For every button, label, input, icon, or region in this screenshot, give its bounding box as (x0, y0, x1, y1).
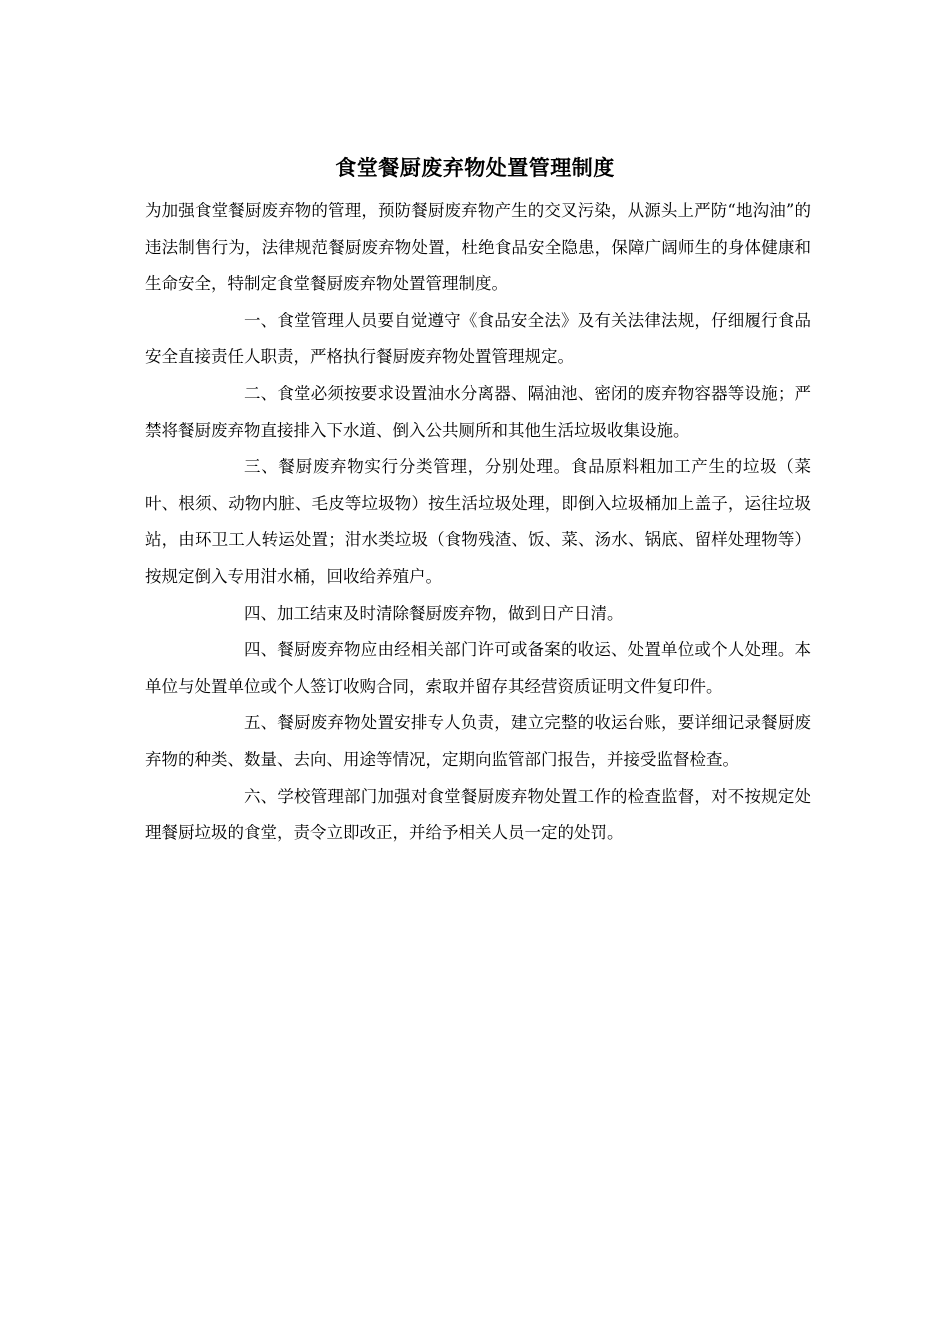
clause-paragraph: 一、食堂管理人员要自觉遵守《食品安全法》及有关法律法规，仔细履行食品安全直接责任人职责，严格执行餐厨废弃物处置管理规定。 (145, 310, 811, 367)
document-body (145, 193, 811, 852)
clause-paragraph: 三、餐厨废弃物实行分类管理，分别处理。食品原料粗加工产生的垃圾（菜叶、根须、动物内脏、毛皮等垃圾物）按生活垃圾处理，即倒入垃圾桶加上盖子，运往垃圾站，由环卫工人转运处置；泔水类垃圾（食物残渣、饭、菜、汤水、锅底、留样处理物等）按规定倒入专用泔水桶，回收给养殖户。 (145, 457, 811, 586)
clause-paragraph: 四、餐厨废弃物应由经相关部门许可或备案的收运、处置单位或个人处理。本单位与处置单位或个人签订收购合同，索取并留存其经营资质证明文件复印件。 (145, 640, 811, 696)
clause-paragraph: 五、餐厨废弃物处置安排专人负责，建立完整的收运台账，要详细记录餐厨废弃物的种类、数量、去向、用途等情况，定期向监管部门报告，并接受监督检查。 (145, 713, 811, 769)
clause-paragraph: 四、加工结束及时清除餐厨废弃物，做到日产日清。 (244, 603, 624, 623)
clause-paragraph: 六、学校管理部门加强对食堂餐厨废弃物处置工作的检查监督，对不按规定处理餐厨垃圾的食堂，责令立即改正，并给予相关人员一定的处罚。 (145, 786, 811, 843)
clause-paragraph: 二、食堂必须按要求设置油水分离器、隔油池、密闭的废弃物容器等设施；严禁将餐厨废弃物直接排入下水道、倒入公共厕所和其他生活垃圾收集设施。 (145, 383, 811, 440)
intro-paragraph: 为加强食堂餐厨废弃物的管理，预防餐厨废弃物产生的交叉污染，从源头上严防“地沟油”的违法制售行为，法律规范餐厨废弃物处置，杜绝食品安全隐患，保障广阔师生的身体健康和生命安全，特制定食堂餐厨废弃物处置管理制度。 (145, 201, 811, 294)
document-title: 食堂餐厨废弃物处置管理制度 (335, 155, 615, 180)
